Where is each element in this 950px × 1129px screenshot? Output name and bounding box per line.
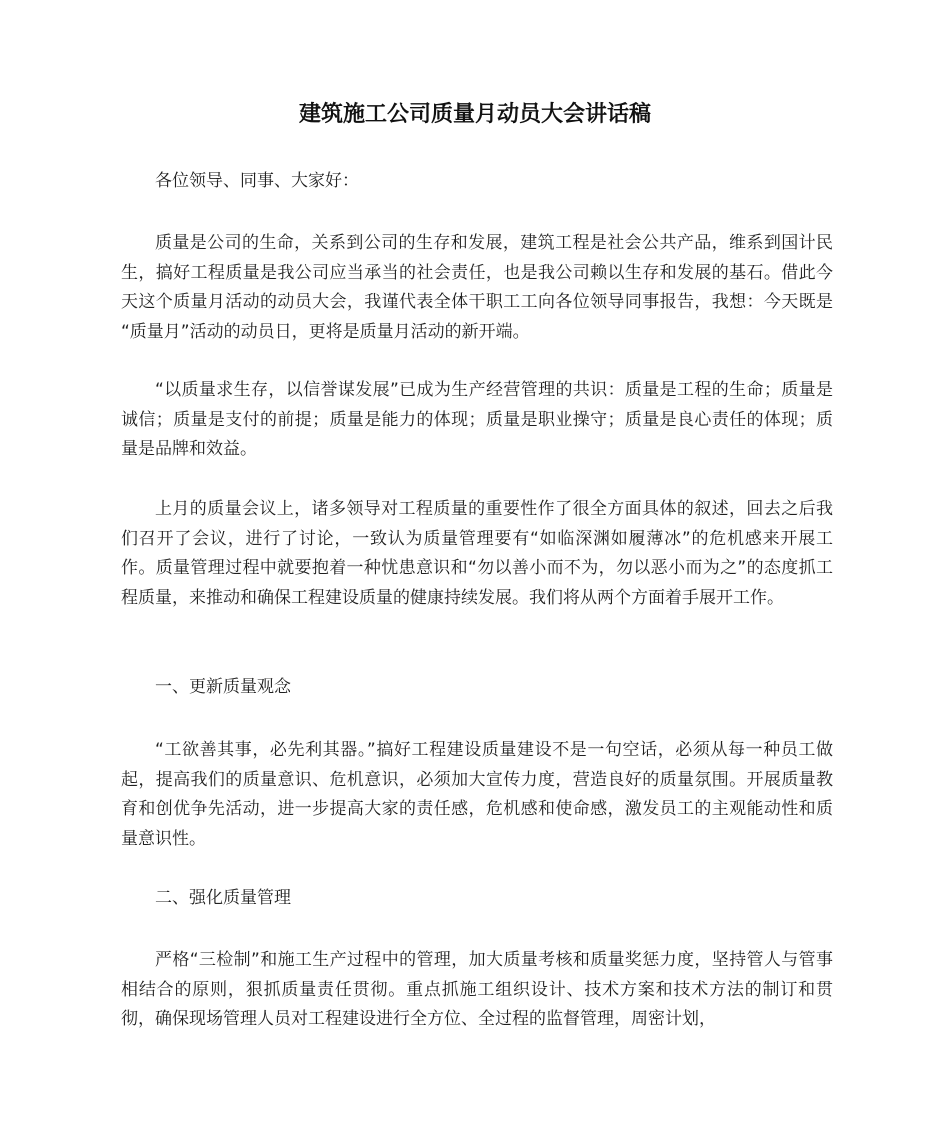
document-title: 建筑施工公司质量月动员大会讲话稿 bbox=[298, 102, 651, 127]
salutation: 各位领导、同事、大家好： bbox=[155, 171, 359, 191]
paragraph-3: 上月的质量会议上，诸多领导对工程质量的重要性作了很全方面具体的叙述，回去之后我们召开了会议，进行了讨论，一致认为质量管理要有“如临深渊如履薄冰”的危机感来开展工作。质量管理过程中就要抱着一种忧患意识和“勿以善小而不为，勿以恶小而为之”的态度抓工程质量，来推动和确保工程建设质量的健康持续发展。我们将从两个方面着手展开工作。 bbox=[121, 499, 833, 608]
section-2-body: 严格“三检制”和施工生产过程中的管理，加大质量考核和质量奖惩力度，坚持管人与管事相结合的原则，狠抓质量责任贯彻。重点抓施工组织设计、技术方案和技术方法的制订和贯彻，确保现场管理人员对工程建设进行全方位、全过程的监督管理，周密计划， bbox=[121, 950, 833, 1029]
section-1-body: “工欲善其事，必先利其器。”搞好工程建设质量建设不是一句空话，必须从每一种员工做起，提高我们的质量意识、危机意识，必须加大宣传力度，营造良好的质量氛围。开展质量教育和创优争先活动，进一步提高大家的责任感，危机感和使命感，激发员工的主观能动性和质量意识性。 bbox=[121, 740, 833, 849]
section-heading-1: 一、更新质量观念 bbox=[155, 677, 291, 697]
paragraph-1: 质量是公司的生命，关系到公司的生存和发展，建筑工程是社会公共产品，维系到国计民生，搞好工程质量是我公司应当承当的社会责任，也是我公司赖以生存和发展的基石。借此今天这个质量月活动的动员大会，我谨代表全体干职工工向各位领导同事报告，我想：今天既是 “质量月”活动的动员日，更将是质量月活动的新开端。 bbox=[121, 233, 833, 342]
section-heading-2: 二、强化质量管理 bbox=[155, 888, 291, 908]
paragraph-2: “以质量求生存，以信誉谋发展”已成为生产经营管理的共识：质量是工程的生命；质量是诚信；质量是支付的前提；质量是能力的体现；质量是职业操守；质量是良心责任的体现；质量是品牌和效益。 bbox=[121, 380, 833, 459]
